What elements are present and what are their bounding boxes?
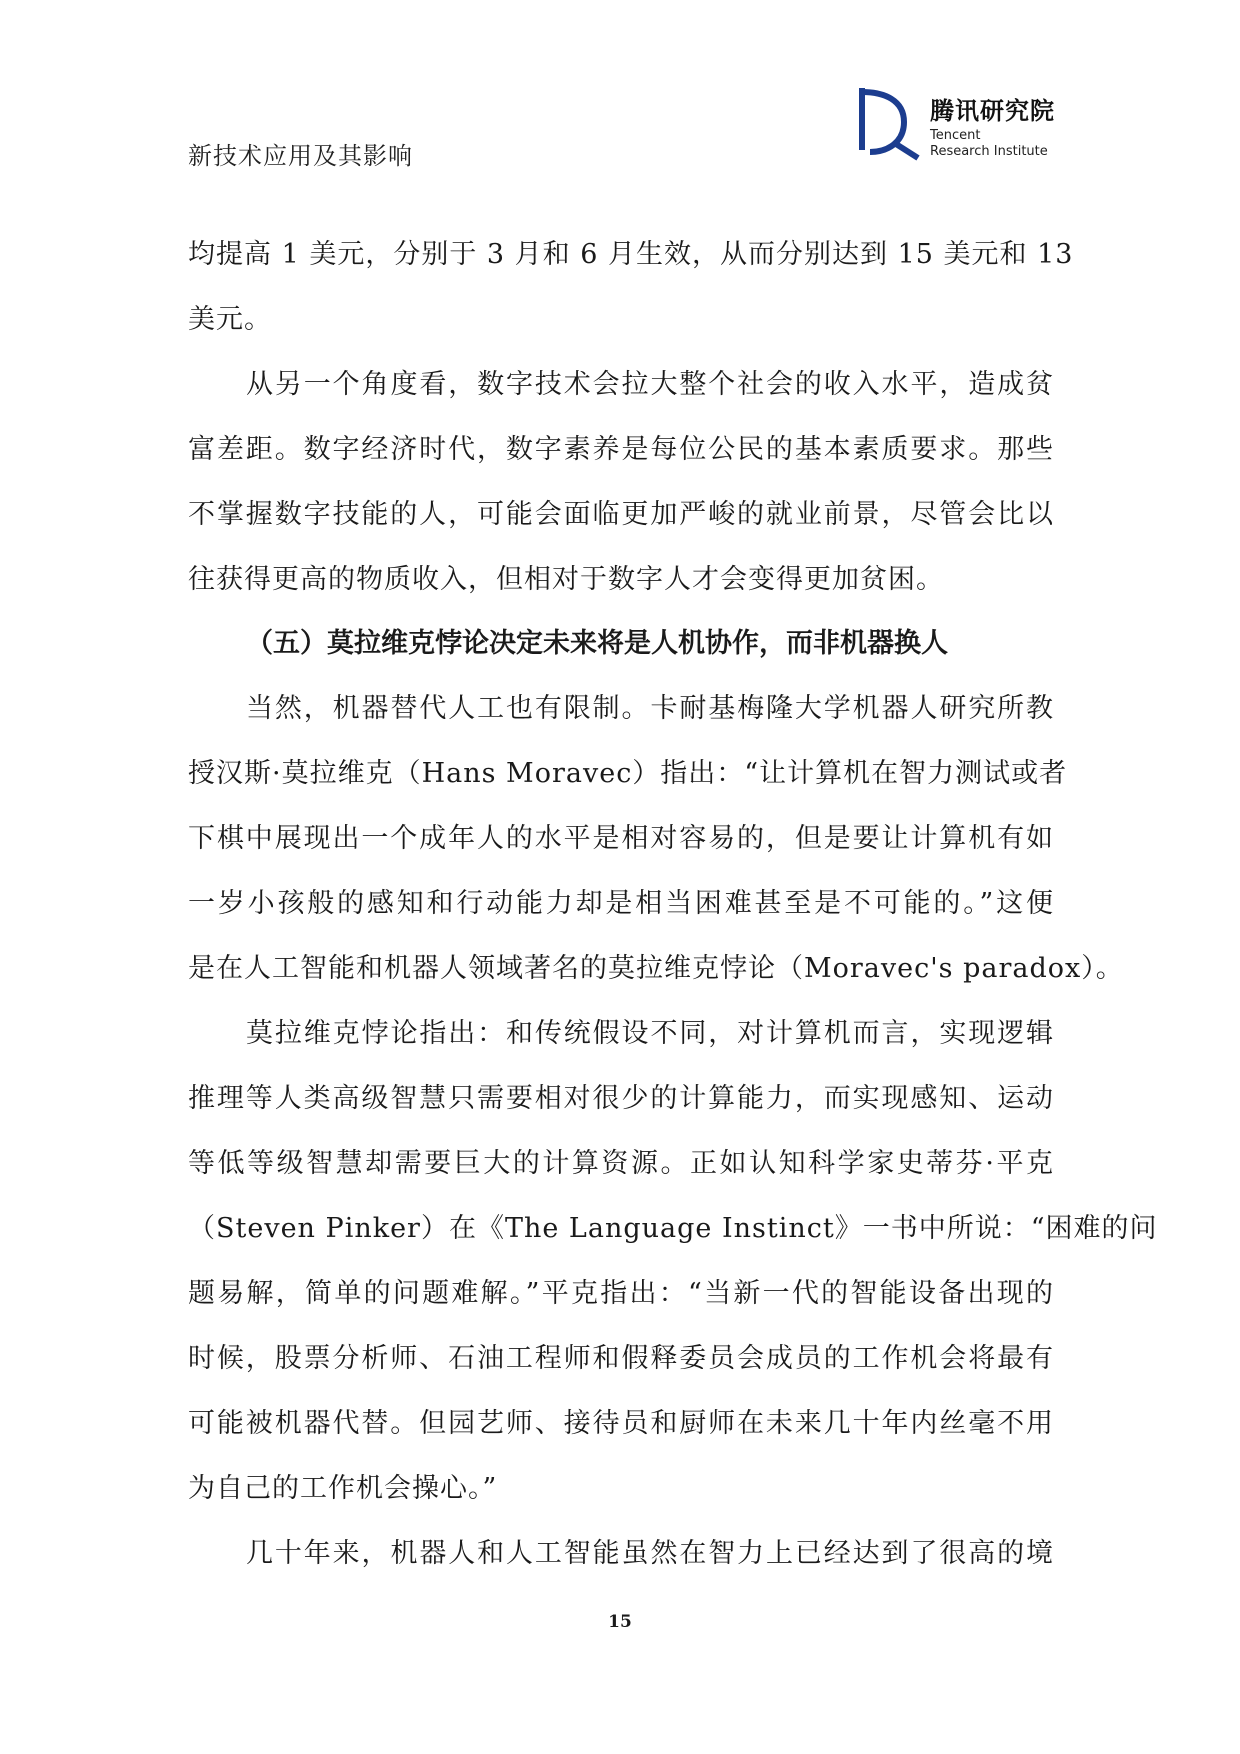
text-line: 莫拉维克悖论指出：和传统假设不同，对计算机而言，实现逻辑 bbox=[246, 1018, 1054, 1049]
text-line: 富差距。数字经济时代，数字素养是每位公民的基本素质要求。那些 bbox=[188, 434, 1054, 465]
text-line: 等低等级智慧却需要巨大的计算资源。正如认知科学家史蒂芬·平克 bbox=[188, 1148, 1054, 1179]
section-heading: （五）莫拉维克悖论决定未来将是人机协作，而非机器换人 bbox=[246, 628, 948, 659]
text-line: 从另一个角度看，数字技术会拉大整个社会的收入水平，造成贫 bbox=[246, 369, 1054, 400]
page-number: 15 bbox=[608, 1612, 632, 1632]
logo-name-cn: 腾讯研究院 bbox=[930, 97, 1055, 125]
text-line: 不掌握数字技能的人，可能会面临更加严峻的就业前景，尽管会比以 bbox=[188, 499, 1054, 530]
logo-mark-icon bbox=[858, 86, 920, 161]
text-line: 授汉斯·莫拉维克（Hans Moravec）指出：“让计算机在智力测试或者 bbox=[188, 758, 1068, 789]
body-text bbox=[188, 222, 1158, 1586]
text-line: 推理等人类高级智慧只需要相对很少的计算能力，而实现感知、运动 bbox=[188, 1083, 1054, 1114]
text-line: 美元。 bbox=[188, 304, 272, 335]
text-line: 时候，股票分析师、石油工程师和假释委员会成员的工作机会将最有 bbox=[188, 1343, 1054, 1374]
logo-name-en-line2: Research Institute bbox=[930, 144, 1048, 159]
text-line: 一岁小孩般的感知和行动能力却是相当困难甚至是不可能的。”这便 bbox=[188, 888, 1054, 919]
text-line: 是在人工智能和机器人领域著名的莫拉维克悖论（Moravec's paradox）。 bbox=[188, 953, 1124, 984]
text-line: 当然，机器替代人工也有限制。卡耐基梅隆大学机器人研究所教 bbox=[246, 693, 1054, 724]
text-line: 往获得更高的物质收入，但相对于数字人才会变得更加贫困。 bbox=[188, 564, 944, 595]
text-line: 均提高 1 美元，分别于 3 月和 6 月生效，从而分别达到 15 美元和 13 bbox=[188, 239, 1074, 270]
logo-name-en-line1: Tencent bbox=[930, 128, 981, 143]
text-line: 几十年来，机器人和人工智能虽然在智力上已经达到了很高的境 bbox=[246, 1538, 1054, 1569]
text-line: 题易解，简单的问题难解。”平克指出：“当新一代的智能设备出现的 bbox=[188, 1278, 1054, 1309]
tencent-research-institute-logo bbox=[858, 86, 1058, 161]
text-line: 可能被机器代替。但园艺师、接待员和厨师在未来几十年内丝毫不用 bbox=[188, 1408, 1054, 1439]
text-line: （Steven Pinker）在《The Language Instinct》一书中所说：“困难的问 bbox=[188, 1213, 1158, 1244]
text-line: 为自己的工作机会操心。” bbox=[188, 1473, 498, 1504]
running-header-title: 新技术应用及其影响 bbox=[188, 142, 413, 170]
text-line: 下棋中展现出一个成年人的水平是相对容易的，但是要让计算机有如 bbox=[188, 823, 1054, 854]
